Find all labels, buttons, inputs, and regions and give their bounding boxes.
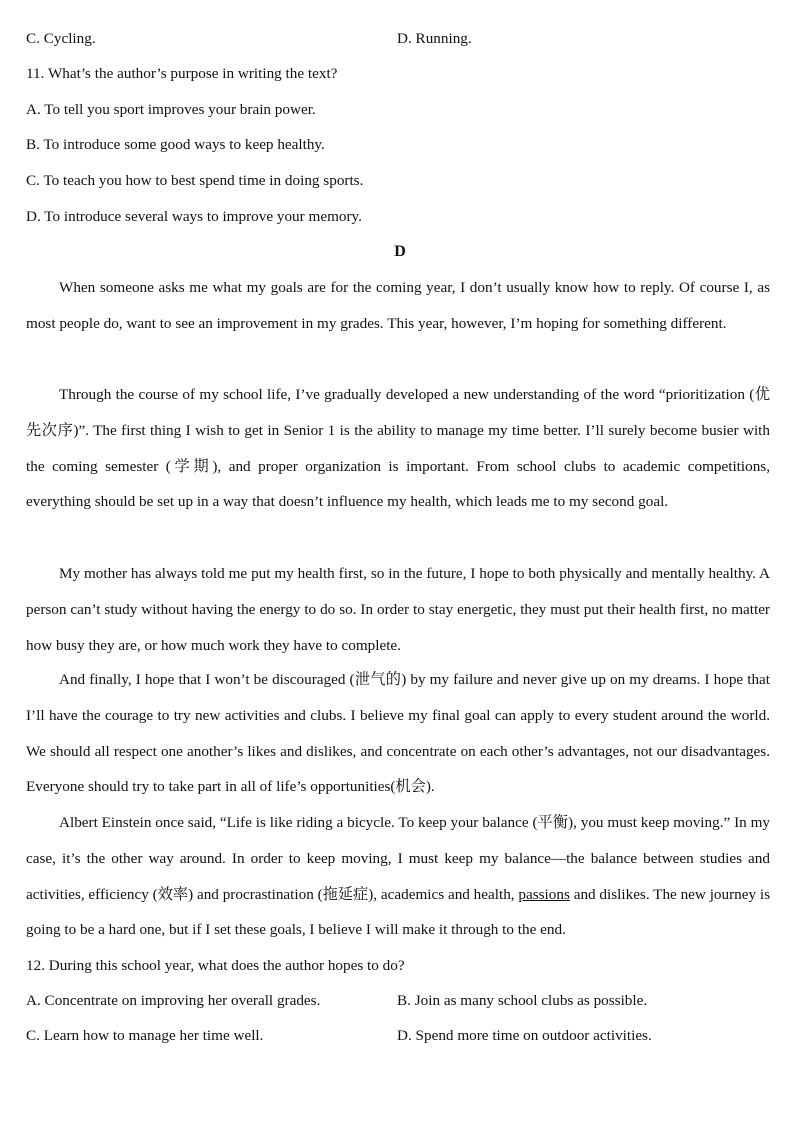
q10-option-c: C. Cycling. (26, 30, 96, 47)
q12-option-a: A. Concentrate on improving her overall grades. (26, 992, 321, 1009)
passage-title: D (394, 243, 406, 260)
q11-option-d: D. To introduce several ways to improve your memory. (26, 208, 362, 225)
q11-stem: 11. What’s the author’s purpose in writing the text? (26, 65, 338, 82)
passage-paragraph-3: My mother has always told me put my health first, so in the future, I hope to both physically and mentally healthy. A person can’t study without having the energy to do so. In order to stay energetic, they must put their health first, no matter how busy they are, or how much work they have to complete. (26, 565, 770, 654)
paragraph-5-text-start: Albert Einstein once said, “Life is like riding a bicycle. To keep your balance (平衡), you must keep moving.” In my case, it’s the other way around. In order to keep moving, I must keep my balance—the balance between studies and activities, efficiency (效率) and procrastination (拖延症), academics and health, (26, 814, 770, 903)
q11-option-b: B. To introduce some good ways to keep healthy. (26, 136, 325, 153)
passage-paragraph-1: When someone asks me what my goals are for the coming year, I don’t usually know how to reply. Of course I, as most people do, want to see an improvement in my grades. This year, however, I’m hoping for something different. (26, 279, 770, 332)
passage-paragraph-4: And finally, I hope that I won’t be discouraged (泄气的) by my failure and never give up on my dreams. I hope that I’ll have the courage to try new activities and clubs. I believe my final goal can apply to every student around the world. We should all respect one another’s likes and dislikes, and concentrate on each other’s advantages, not our disadvantages. Everyone should try to take part in all of life’s opportunities(机会). (26, 671, 770, 796)
q12-stem: 12. During this school year, what does the author hopes to do? (26, 957, 405, 974)
q12-option-c: C. Learn how to manage her time well. (26, 1027, 264, 1044)
q12-option-d: D. Spend more time on outdoor activities. (397, 1027, 652, 1044)
q11-option-c: C. To teach you how to best spend time in doing sports. (26, 172, 364, 189)
q11-option-a: A. To tell you sport improves your brain power. (26, 101, 316, 118)
passage-paragraph-5 (26, 805, 770, 948)
q12-option-b: B. Join as many school clubs as possible. (397, 992, 648, 1009)
paragraph-5-text-end: and dislikes. The new journey is going to be a hard one, but if I set these goals, I believe I will make it through to the end. (26, 885, 771, 939)
underlined-word-passions: passions (518, 885, 570, 903)
passage-paragraph-2: Through the course of my school life, I’ve gradually developed a new understanding of the word “prioritization (优先次序)”. The first thing I wish to get in Senior 1 is the ability to manage my time better. I’ll surely become busier with the coming semester (学期), and proper organization is important. From school clubs to academic competitions, everything should be set up in a way that doesn’t influence my health, which leads me to my second goal. (26, 386, 770, 511)
q10-option-d: D. Running. (397, 30, 472, 47)
